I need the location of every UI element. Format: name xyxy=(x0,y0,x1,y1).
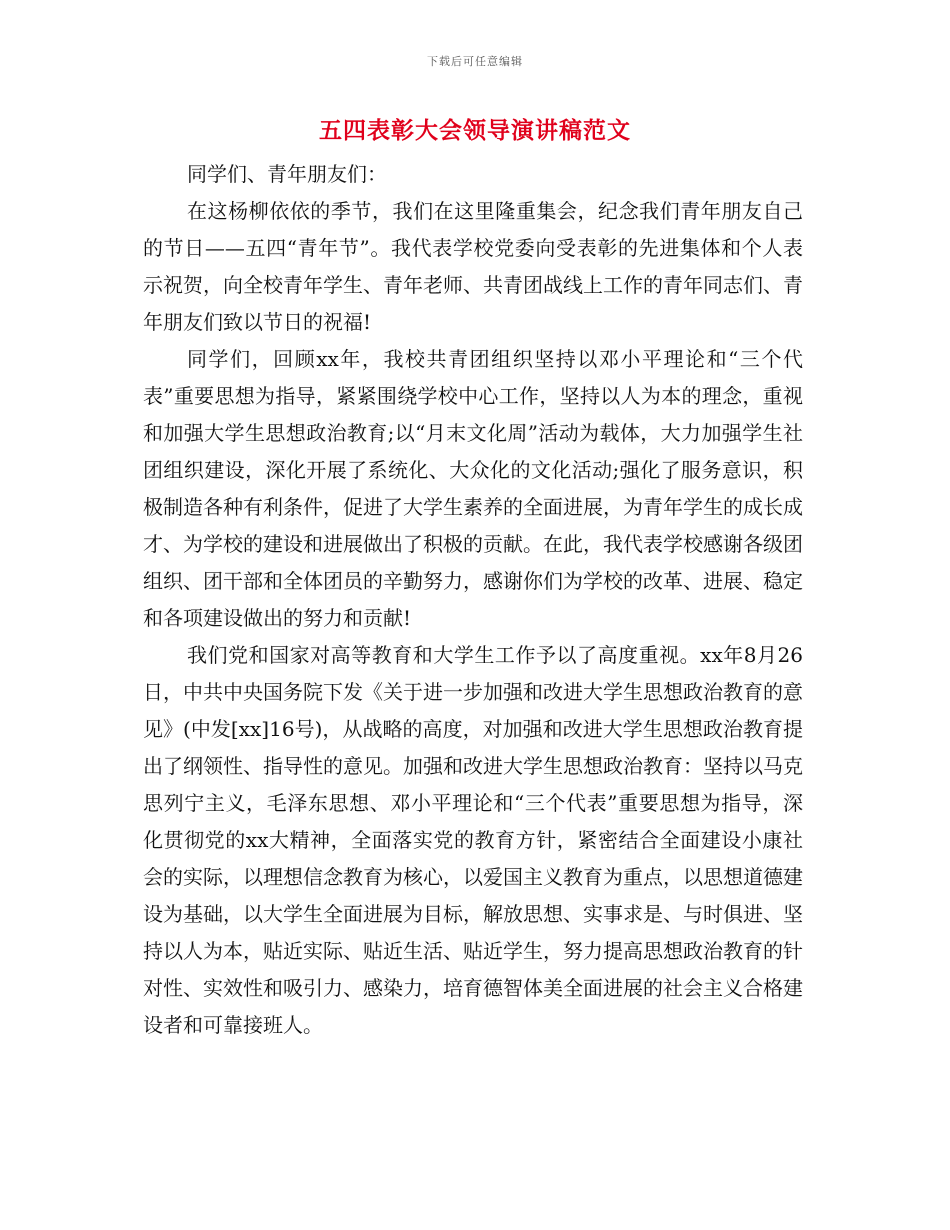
paragraph-1: 在这杨柳依依的季节，我们在这里隆重集会，纪念我们青年朋友自己的节日——五四“青年节”。我代表学校党委向受表彰的先进集体和个人表示祝贺，向全校青年学生、青年老师、共青团战线上工作的青年同志们、青年朋友们致以节日的祝福! xyxy=(143,199,803,334)
header-note: 下载后可任意编辑 xyxy=(427,55,523,68)
document-body xyxy=(143,156,803,1044)
paragraph-3: 我们党和国家对高等教育和大学生工作予以了高度重视。xx年8月26日，中共中央国务院下发《关于进一步加强和改进大学生思想政治教育的意见》(中发[xx]16号)，从战略的高度，对加强和改进大学生思想政治教育提出了纲领性、指导性的意见。加强和改进大学生思想政治教育：坚持以马克思列宁主义，毛泽东思想、邓小平理论和“三个代表”重要思想为指导，深化贯彻党的xx大精神，全面落实党的教育方针，紧密结合全面建设小康社会的实际，以理想信念教育为核心，以爱国主义教育为重点，以思想道德建设为基础，以大学生全面进展为目标，解放思想、实事求是、与时俱进、坚持以人为本，贴近实际、贴近生活、贴近学生，努力提高思想政治教育的针对性、实效性和吸引力、感染力，培育德智体美全面进展的社会主义合格建设者和可靠接班人。 xyxy=(143,643,803,1037)
paragraph-2: 同学们，回顾xx年，我校共青团组织坚持以邓小平理论和“三个代表”重要思想为指导，紧紧围绕学校中心工作，坚持以人为本的理念，重视和加强大学生思想政治教育;以“月末文化周”活动为载体，大力加强学生社团组织建设，深化开展了系统化、大众化的文化活动;强化了服务意识，积极制造各种有利条件，促进了大学生素养的全面进展，为青年学生的成长成才、为学校的建设和进展做出了积极的贡献。在此，我代表学校感谢各级团组织、团干部和全体团员的辛勤努力，感谢你们为学校的改革、进展、稳定和各项建设做出的努力和贡献! xyxy=(143,347,803,630)
document-title: 五四表彰大会领导演讲稿范文 xyxy=(319,117,631,144)
greeting: 同学们、青年朋友们： xyxy=(187,162,387,186)
